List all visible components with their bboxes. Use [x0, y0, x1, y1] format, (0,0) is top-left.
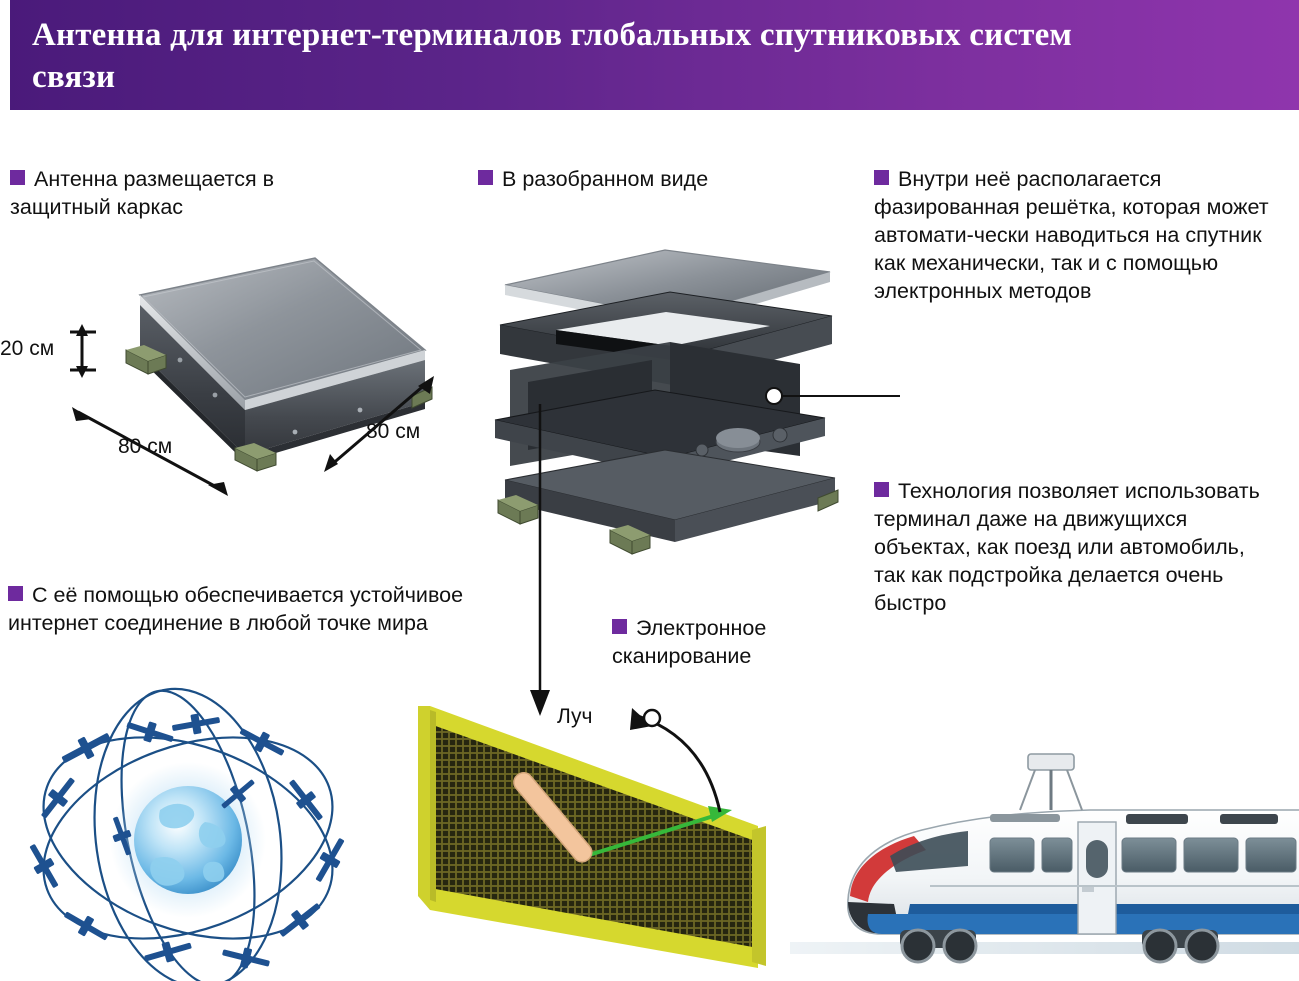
page-header	[0, 0, 1299, 110]
bullet-square-icon	[478, 170, 493, 185]
bullet-square-icon	[874, 482, 889, 497]
callout-text: Антенна размещается в защитный каркас	[10, 167, 275, 219]
leader-line-phased-array	[760, 380, 910, 420]
phased-array-panel-icon	[400, 690, 790, 980]
callout-text: В разобранном виде	[502, 167, 709, 191]
bullet-square-icon	[8, 586, 23, 601]
callout-global-connection	[8, 582, 488, 638]
callout-antenna-frame	[10, 166, 360, 222]
leader-arrow-to-panel	[500, 400, 580, 730]
header-accent-bar	[0, 0, 10, 110]
callout-text: Технология позволяет использовать терминал даже на движущихся объектах, как поезд или автомобиль, так как подстройка делается очень быстро	[874, 479, 1260, 615]
dimension-width-left-label: 80 см	[118, 435, 173, 458]
train-icon	[790, 690, 1299, 981]
callout-exploded-view	[478, 166, 818, 194]
callout-text: Электронное сканирование	[612, 616, 767, 668]
callout-text: С её помощью обеспечивается устойчивое интернет соединение в любой точке мира	[8, 583, 464, 635]
callout-text: Внутри неё располагается фазированная решётка, которая может автомати-чески наводиться на спутник как механически, так и с помощью электронных методов	[874, 167, 1269, 303]
globe-icon	[0, 690, 380, 980]
bullet-square-icon	[10, 170, 25, 185]
bullet-square-icon	[612, 619, 627, 634]
page-title: Антенна для интернет-терминалов глобальных спутниковых систем связи	[32, 17, 1073, 96]
dimension-height-label: 20 см	[0, 337, 55, 360]
dimension-width-right-label: 80 см	[366, 420, 421, 443]
bullet-square-icon	[874, 170, 889, 185]
dimension-arrows	[0, 300, 460, 510]
callout-phased-array	[874, 166, 1294, 306]
beam-label: Луч	[557, 705, 593, 728]
callout-electronic-scanning	[612, 615, 862, 671]
callout-mobile-usage	[874, 478, 1274, 618]
